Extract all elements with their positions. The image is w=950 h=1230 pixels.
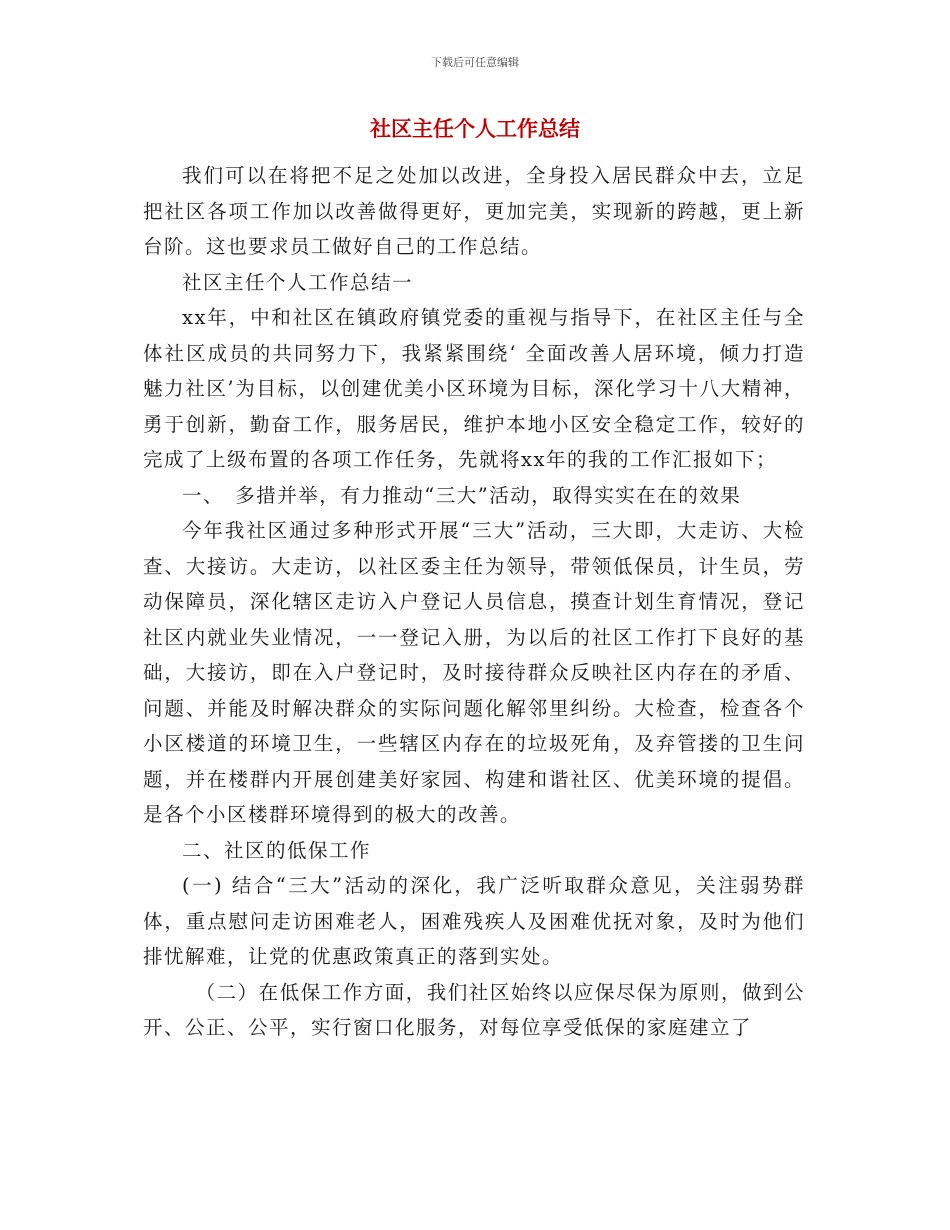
paragraph-intro: 我们可以在将把不足之处加以改进，全身投入居民群众中去，立足把社区各项工作加以改善做得更好，更加完美，实现新的跨越，更上新台阶。这也要求员工做好自己的工作总结。 [143, 164, 805, 258]
paragraph-overview: xx年，中和社区在镇政府镇党委的重视与指导下，在社区主任与全体社区成员的共同努力下，我紧紧围绕‘ 全面改善人居环境，倾力打造魅力社区’为目标，以创建优美小区环境为目标，深化学习十八大精神，勇于创新，勤奋工作，服务居民，维护本地小区安全稳定工作，较好的完成了上级布置的各项工作任务，先就将xx年的我的工作汇报如下； [143, 306, 805, 471]
document-title: 社区主任个人工作总结 [370, 117, 580, 141]
section-heading-1: 一、 多措并举，有力推动“三大”活动，取得实实在在的效果 [182, 483, 742, 507]
paragraph-item-1: (一) 结合“三大”活动的深化，我广泛听取群众意见，关注弱势群体，重点慰问走访困难老人，困难残疾人及困难优抚对象，及时为他们排忧解难，让党的优惠政策真正的落到实处。 [143, 874, 805, 968]
paragraph-item-2: （二）在低保工作方面，我们社区始终以应保尽保为原则，做到公开、公正、公平，实行窗口化服务，对每位享受低保的家庭建立了 [143, 980, 805, 1039]
page-header: 下载后可任意编辑 [431, 56, 519, 69]
paragraph-three-activities: 今年我社区通过多种形式开展“三大”活动，三大即，大走访、大检查、大接访。大走访，以社区委主任为领导，带领低保员，计生员，劳动保障员，深化辖区走访入户登记人员信息，摸查计划生育情况，登记社区内就业失业情况，一一登记入册，为以后的社区工作打下良好的基础，大接访，即在入户登记时，及时接待群众反映社区内存在的矛盾、问题、并能及时解决群众的实际问题化解邻里纠纷。大检查，检查各个小区楼道的环境卫生，一些辖区内存在的垃圾死角，及弃管搂的卫生问题，并在楼群内开展创建美好家园、构建和谐社区、优美环境的提倡。是各个小区楼群环境得到的极大的改善。 [143, 519, 805, 826]
document-body [143, 158, 805, 1046]
section-heading-2: 二、社区的低保工作 [182, 838, 372, 862]
paragraph-subtitle: 社区主任个人工作总结一 [182, 270, 414, 294]
